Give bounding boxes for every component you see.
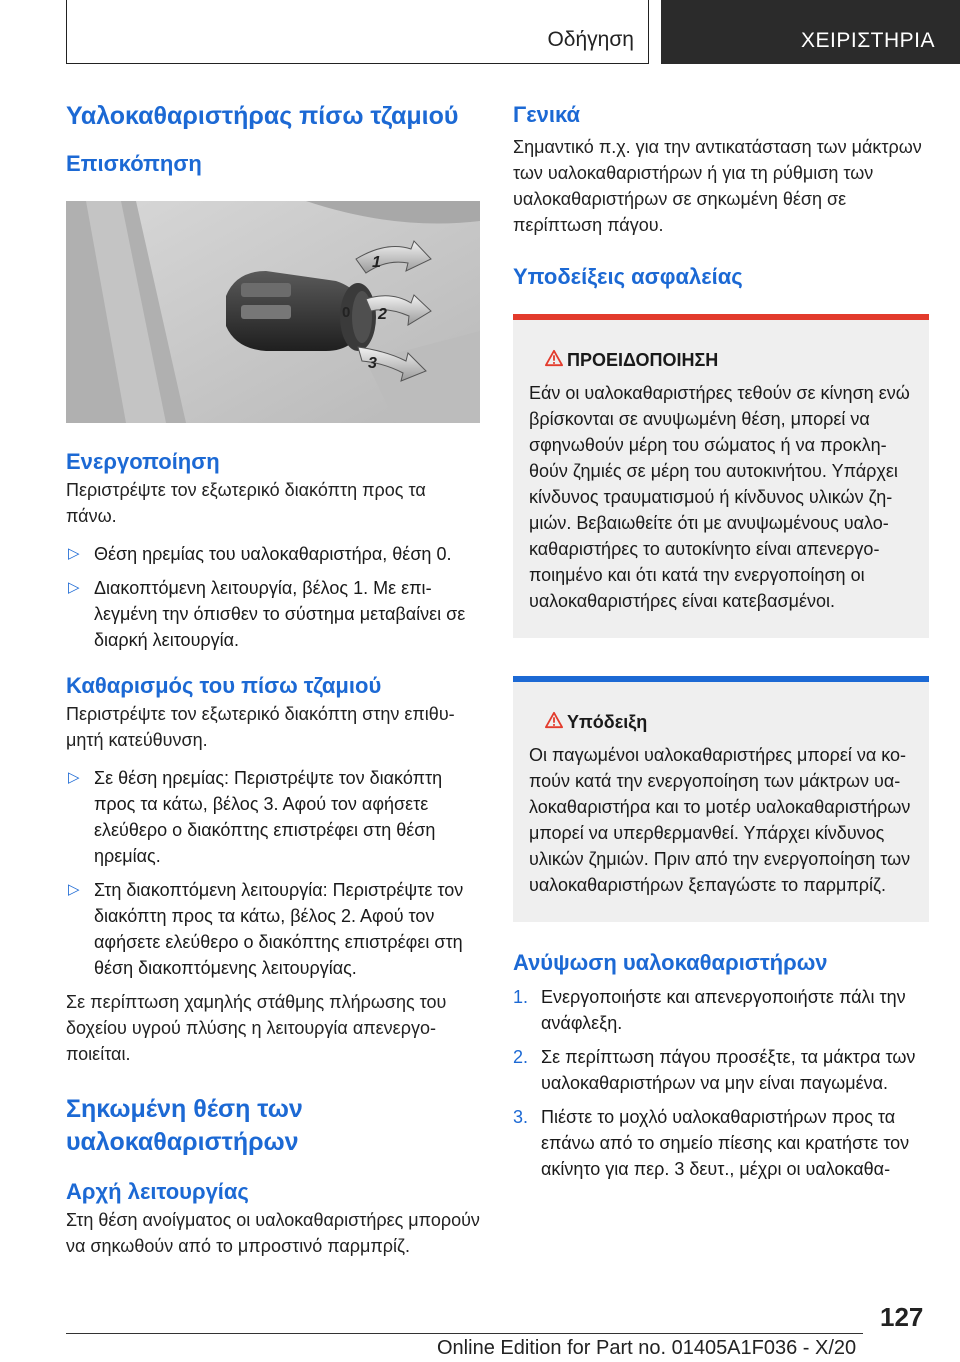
figure-label-0: 0 [342, 304, 351, 321]
list-item: ▷ Σε θέση ηρεμίας: Περιστρέψτε τον διακόπτη προς τα κάτω, βέλος 3. Αφού τον αφήσετε ελεύθερο ο διακόπτης επιστρέφει στη θέση ηρεμίας. [66, 765, 480, 869]
header-chapter-tab [661, 0, 960, 64]
warning-title-row [529, 348, 913, 372]
activation-heading: Ενεργοποίηση [66, 449, 220, 474]
folded-position-title: Σηκωμένη θέση των υαλοκαθαριστήρων [66, 1095, 303, 1156]
cleaning-heading: Καθαρισμός του πίσω τζαμιού [66, 673, 382, 698]
header-chapter-label: ΧΕΙΡΙΣΤΗΡΙΑ [801, 29, 936, 52]
cleaning-text: Περιστρέψτε τον εξωτερικό διακόπτη στην επιθυμητή κατεύθυνση. [66, 704, 455, 750]
bullet-triangle-icon: ▷ [68, 769, 80, 786]
bullet-triangle-icon: ▷ [68, 881, 80, 898]
list-item: 1. Ενεργοποιήστε και απενεργοποιήστε πάλι την ανάφλεξη. [513, 987, 906, 1033]
caution-triangle-icon [545, 711, 563, 729]
bullet-triangle-icon: ▷ [68, 579, 80, 596]
bullet-triangle-icon: ▷ [68, 545, 80, 562]
figure-label-3: 3 [368, 355, 377, 372]
raise-steps-list [513, 984, 929, 1182]
raise-wipers-heading: Ανύψωση υαλοκαθαριστήρων [513, 950, 828, 975]
note-text: Οι παγωμένοι υαλοκαθαριστήρες μπορεί να κοπούν κατά την ενεργοποίηση των μάκτρων υαλοκαθαριστήρα και το μοτέρ υαλοκαθαριστήρων μπορεί να υπερθερμανθεί. Υπάρχει κίνδυνος υλικών ζημιών. Πριν από την ενεργοποίηση των υαλοκαθαριστήρων ξεπαγώστε το παρμπρίζ. [529, 745, 911, 895]
list-item: ▷ Στη διακοπτόμενη λειτουργία: Περιστρέψτε τον διακόπτη προς τα κάτω, βέλος 2. Αφού τον αφήσετε ελεύθερο ο διακόπτης επιστρέφει στη θέση διακοπτόμενης λειτουργίας. [66, 877, 480, 981]
wiper-stalk-figure [66, 201, 480, 423]
figure-label-2: 2 [378, 306, 387, 323]
list-item: ▷ Διακοπτόμενη λειτουργία, βέλος 1. Με επιλεγμένη την όπισθεν το σύστημα μεταβαίνει σε διαρκή λειτουργία. [66, 575, 480, 653]
list-item: 2. Σε περίπτωση πάγου προσέξτε, τα μάκτρα των υαλοκαθαριστήρων να μην είναι παγωμένα. [513, 1047, 916, 1093]
safety-heading: Υποδείξεις ασφαλείας [513, 264, 743, 289]
footer-divider [66, 1333, 863, 1334]
principle-text: Στη θέση ανοίγματος οι υαλοκαθαριστήρες μπορούν να σηκωθούν από το μπροστινό παρμπρίζ. [66, 1210, 480, 1256]
list-item: ▷ Θέση ηρεμίας του υαλοκαθαριστήρα, θέση 0. [66, 541, 480, 567]
page-title: Υαλοκαθαριστήρας πίσω τζαμιού [66, 102, 459, 130]
principle-heading: Αρχή λειτουργίας [66, 1179, 249, 1204]
cleaning-note: Σε περίπτωση χαμηλής στάθμης πλήρωσης του δοχείου υγρού πλύσης η λειτουργία απενεργοποιείται. [66, 992, 447, 1064]
warning-box [513, 314, 929, 638]
figure-label-1: 1 [372, 254, 381, 271]
activation-text: Περιστρέψτε τον εξωτερικό διακόπτη προς τα πάνω. [66, 480, 426, 526]
cleaning-list [66, 765, 480, 981]
note-title-row [529, 710, 913, 734]
wiper-stalk-illustration [66, 201, 480, 423]
general-heading: Γενικά [513, 102, 581, 127]
page-number: 127 [880, 1302, 924, 1332]
note-title: Υπόδειξη [567, 712, 648, 732]
activation-list [66, 541, 480, 653]
header-section-label: Οδήγηση [547, 28, 634, 51]
overview-heading: Επισκόπηση [66, 151, 202, 176]
warning-text: Εάν οι υαλοκαθαριστήρες τεθούν σε κίνηση ενώ βρίσκονται σε ανυψωμένη θέση, μπορεί να σφηνωθούν μέρη του σώματος ή να προκληθούν ζημιές σε μέρη του αυτοκινήτου. Υπάρχει κίνδυνος τραυματισμού ή κίνδυνος υλικών ζημιών. Βεβαιωθείτε ότι με ανυψωμένους υαλοκαθαριστήρες το αυτοκίνητο είναι απενεργοποιημένο και ότι κατά την ενεργοποίηση οι υαλοκαθαριστήρες είναι κατεβασμένοι. [529, 383, 910, 611]
footer-edition: Online Edition for Part no. 01405A1F036 - X/20 [437, 1337, 857, 1359]
general-text: Σημαντικό π.χ. για την αντικατάσταση των μάκτρων των υαλοκαθαριστήρων ή για τη ρύθμιση των υαλοκαθαριστήρων σε σηκωμένη θέση σε περίπτωση πάγου. [513, 137, 922, 235]
list-item: 3. Πιέστε το μοχλό υαλοκαθαριστήρων προς τα επάνω από το σημείο πίεσης και κρατήστε τον ακίνητο για περ. 3 δευτ., μέχρι οι υαλοκαθα- [513, 1107, 910, 1179]
header-section-tab [66, 0, 649, 64]
warning-title: ΠΡΟΕΙΔΟΠΟΙΗΣΗ [567, 350, 719, 370]
warning-triangle-icon [545, 349, 563, 367]
right-column [513, 100, 929, 1190]
note-box [513, 676, 929, 922]
left-column [66, 100, 480, 1259]
